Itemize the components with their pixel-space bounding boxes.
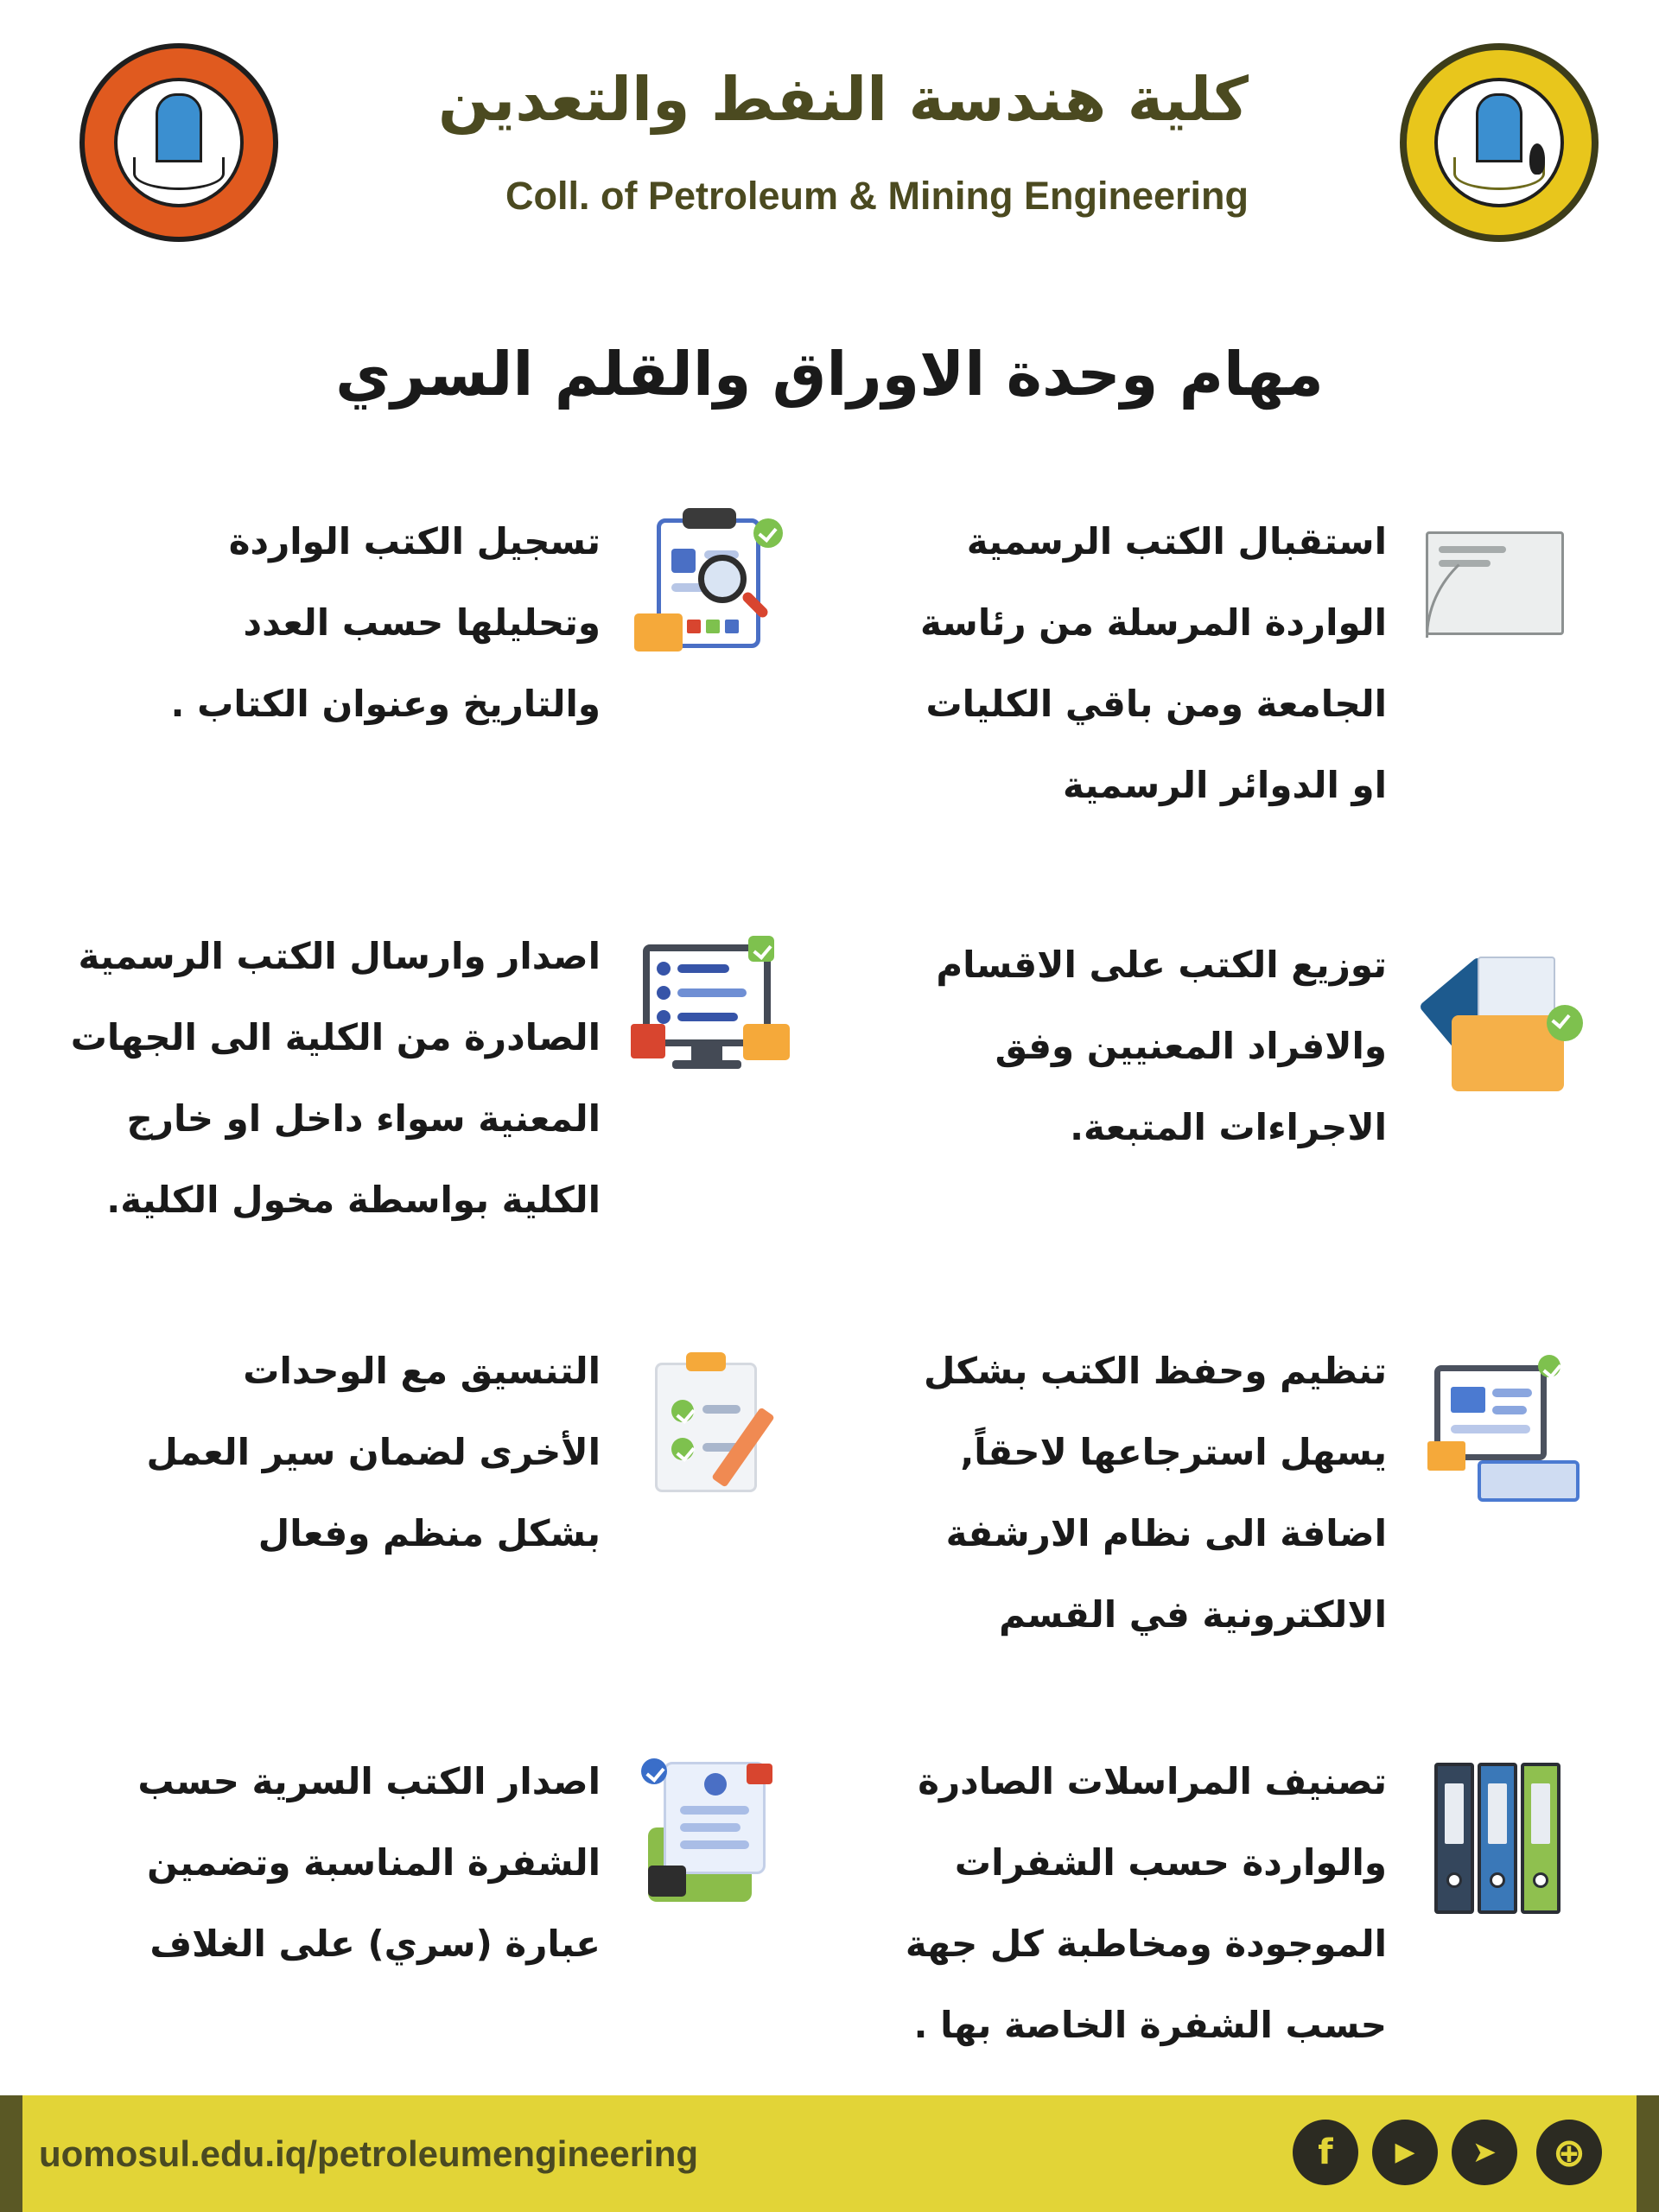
page-title: مهام وحدة الاوراق والقلم السري [335, 339, 1324, 410]
globe-icon[interactable]: ⊕ [1536, 2120, 1602, 2185]
website-link[interactable]: uomosul.edu.iq/petroleumengineering [39, 2133, 699, 2174]
binders-icon [1417, 1754, 1581, 1918]
folder-approved-icon [1417, 938, 1581, 1102]
confidential-document-icon [631, 1750, 795, 1914]
task-text: تنظيم وحفظ الكتب بشكل يسهل استرجاعها لاحقاً, اضافة الى نظام الارشفة الالكترونية في القسم [924, 1350, 1387, 1636]
college-seal-logo [1400, 43, 1599, 242]
facebook-icon[interactable]: f [1293, 2120, 1358, 2185]
youtube-icon[interactable]: ▶ [1372, 2120, 1438, 2185]
task-text: اصدار وارسال الكتب الرسمية الصادرة من الكلية الى الجهات المعنية سواء داخل او خارج الكلية بواسطة مخول الكلية. [70, 935, 601, 1221]
telegram-icon[interactable]: ➤ [1452, 2120, 1517, 2185]
certificate-icon [1417, 510, 1581, 674]
task-text: تصنيف المراسلات الصادرة والواردة حسب الشفرات الموجودة ومخاطبة كل جهة حسب الشفرة الخاصة بها . [905, 1760, 1387, 2046]
checklist-pencil-icon [631, 1344, 795, 1508]
university-seal-logo [79, 43, 278, 242]
task-text: استقبال الكتب الرسمية الواردة المرسلة من رئاسة الجامعة ومن باقي الكليات او الدوائر الرسمية [920, 520, 1387, 806]
college-name-arabic: كلية هندسة النفط والتعدين [437, 64, 1249, 135]
clipboard-search-icon [631, 501, 795, 665]
college-name-english: Coll. of Petroleum & Mining Engineering [505, 174, 1249, 218]
task-text: التنسيق مع الوحدات الأخرى لضمان سير العمل بشكل منظم وفعال [146, 1350, 601, 1554]
monitor-report-icon [631, 929, 795, 1093]
footer [0, 2095, 1659, 2212]
task-text: تسجيل الكتب الواردة وتحليلها حسب العدد والتاريخ وعنوان الكتاب . [170, 520, 601, 725]
task-text: اصدار الكتب السرية حسب الشفرة المناسبة وتضمين عبارة (سري) على الغلاف [137, 1760, 601, 1965]
task-text: توزيع الكتب على الاقسام والافراد المعنيين وفق الاجراءات المتبعة. [936, 944, 1387, 1148]
computer-archive-icon [1417, 1348, 1581, 1512]
header [0, 0, 1659, 285]
